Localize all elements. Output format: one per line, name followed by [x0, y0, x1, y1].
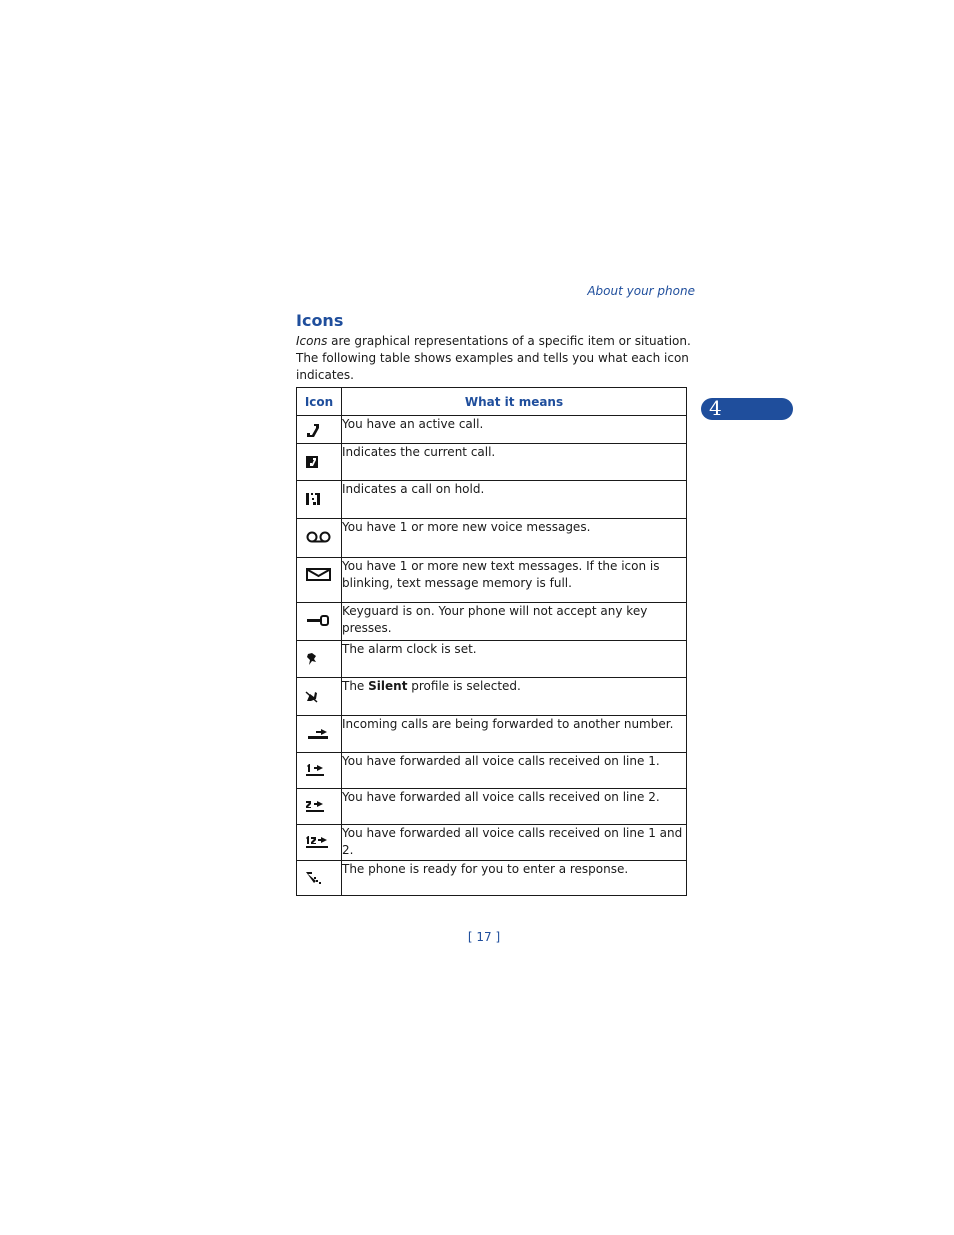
intro-emphasis: Icons [296, 334, 328, 348]
chapter-tab [701, 398, 793, 420]
voice-message-icon [306, 531, 332, 543]
table-row [297, 861, 687, 896]
table-cell-meaning [342, 678, 687, 716]
table-cell-meaning: You have an active call. [342, 416, 687, 444]
table-cell-meaning: You have forwarded all voice calls received on line 1. [342, 753, 687, 789]
call-forward-icon [307, 727, 329, 741]
table-row [297, 753, 687, 789]
table-cell-meaning: You have forwarded all voice calls received on line 2. [342, 789, 687, 825]
icons-table [296, 387, 687, 896]
silent-suffix: profile is selected. [407, 679, 521, 693]
table-cell-meaning: You have forwarded all voice calls received on line 1 and 2. [342, 825, 687, 861]
silent-prefix: The [342, 679, 369, 693]
call-on-hold-icon [305, 492, 321, 506]
active-call-icon [305, 424, 321, 438]
silent-profile-icon [305, 689, 319, 703]
table-cell-meaning: Indicates a call on hold. [342, 481, 687, 519]
intro-text: are graphical representations of a specific item or situation. The following table shows examples and tells you what each icon indicates. [296, 334, 691, 382]
current-call-icon [305, 455, 321, 471]
table-row [297, 789, 687, 825]
table-cell-meaning: You have 1 or more new text messages. If the icon is blinking, text message memory is full. [342, 558, 687, 603]
forward-line-1-icon [305, 763, 327, 777]
table-cell-meaning: Incoming calls are being forwarded to another number. [342, 716, 687, 753]
table-row [297, 558, 687, 603]
table-cell-meaning: You have 1 or more new voice messages. [342, 519, 687, 558]
table-header-row [297, 388, 687, 416]
table-row [297, 444, 687, 481]
text-message-icon [306, 568, 332, 582]
table-row [297, 825, 687, 861]
table-cell-meaning: The alarm clock is set. [342, 641, 687, 678]
table-row [297, 416, 687, 444]
table-row [297, 678, 687, 716]
intro-paragraph [296, 333, 696, 384]
keyguard-icon [306, 615, 330, 627]
running-header: About your phone [587, 284, 695, 298]
forward-line-1-2-icon [305, 835, 331, 849]
silent-profile-name: Silent [368, 679, 408, 693]
table-row [297, 641, 687, 678]
page-number: [ 17 ] [467, 930, 501, 944]
table-row [297, 481, 687, 519]
table-row [297, 519, 687, 558]
table-cell-meaning: Indicates the current call. [342, 444, 687, 481]
table-row [297, 603, 687, 641]
table-cell-meaning: Keyguard is on. Your phone will not accept any key presses. [342, 603, 687, 641]
table-cell-meaning: The phone is ready for you to enter a response. [342, 861, 687, 896]
response-ready-icon [305, 871, 323, 885]
section-title: Icons [296, 311, 344, 330]
forward-line-2-icon [305, 799, 327, 813]
chapter-number: 4 [709, 396, 722, 420]
alarm-clock-icon [305, 652, 319, 666]
meaning-column-header: What it means [342, 388, 687, 416]
icon-column-header: Icon [297, 388, 342, 416]
table-row [297, 716, 687, 753]
